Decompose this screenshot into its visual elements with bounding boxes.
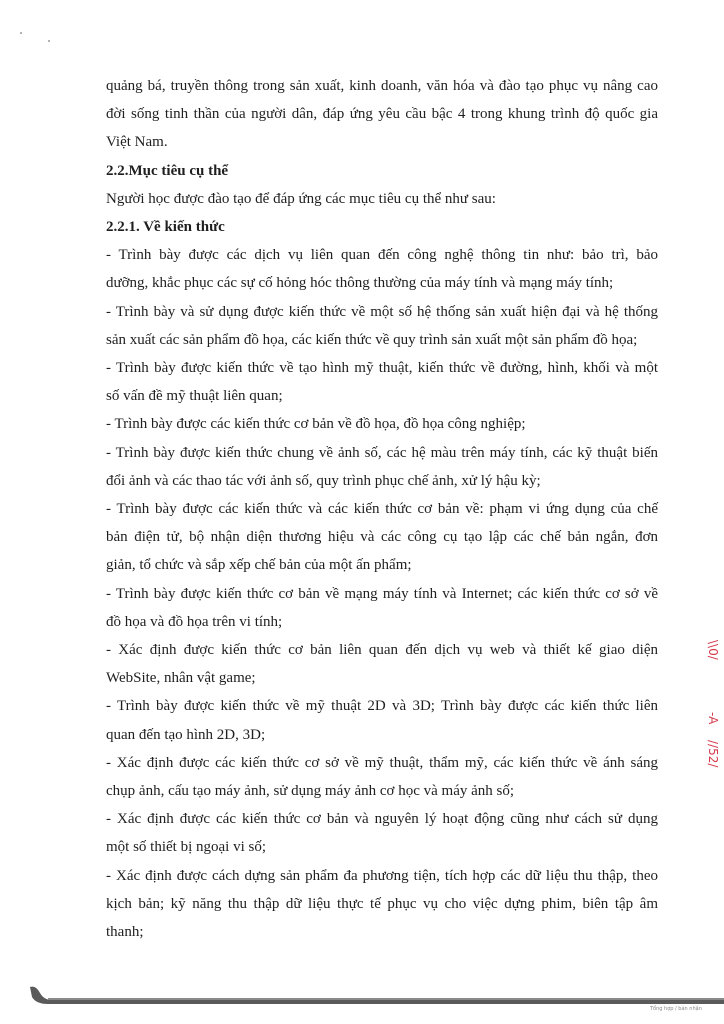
knowledge-bullet (106, 749, 658, 805)
bullet-line: - Trình bày được kiến thức chung về ảnh số, các hệ màu trên máy tính, các kỹ thuật biến (106, 444, 658, 461)
bullet-line: dưỡng, khắc phục các sự cố hỏng hóc thông thường của máy tính và mạng máy tính; (106, 275, 614, 292)
intro-line: đời sống tinh thần của người dân, đáp ứng yêu cầu bậc 4 trong khung trình độ quốc gia (106, 106, 658, 123)
document-body (106, 72, 658, 946)
bullet-line: - Xác định được cách dựng sản phẩm đa phương tiện, tích hợp các dữ liệu thu thập, theo (106, 867, 658, 884)
bullet-line: số vấn đề mỹ thuật liên quan; (106, 388, 283, 405)
bullet-line: đổi ảnh và các thao tác với ảnh số, quy trình phục chế ảnh, xử lý hậu kỳ; (106, 472, 541, 489)
bullet-line: kịch bản; kỹ năng thu thập dữ liệu thực tế phục vụ cho việc dựng phim, biên tập âm (106, 895, 658, 912)
bullet-line: - Xác định được các kiến thức cơ sở về mỹ thuật, thẩm mỹ, các kiến thức về ánh sáng (106, 754, 658, 771)
bullet-line: WebSite, nhân vật game; (106, 670, 256, 687)
margin-mark: //52/ (706, 740, 720, 768)
page-footer-bar (30, 985, 724, 1009)
bullet-line: giản, tổ chức và sắp xếp chế bản của một ấn phẩm; (106, 557, 412, 574)
knowledge-bullet (106, 410, 658, 438)
bullet-line: một số thiết bị ngoại vi số; (106, 839, 266, 856)
margin-mark: -A (706, 712, 720, 725)
section-heading: 2.2.Mục tiêu cụ thể (106, 162, 229, 179)
footer-bar-graphic (30, 985, 724, 1009)
knowledge-bullet-list (106, 241, 658, 946)
knowledge-bullet (106, 692, 658, 748)
section-intro: Người học được đào tạo để đáp ứng các mục tiêu cụ thể như sau: (106, 190, 496, 207)
bullet-line: chụp ảnh, cấu tạo máy ảnh, sử dụng máy ảnh cơ học và máy ảnh số; (106, 783, 515, 800)
bullet-line: đồ họa và đồ họa trên vi tính; (106, 613, 283, 630)
knowledge-bullet (106, 241, 658, 297)
footer-caption: Tổng hợp / bản nhận (650, 1006, 702, 1012)
intro-line: Việt Nam. (106, 134, 168, 151)
bullet-line: - Trình bày được kiến thức cơ bản về mạng máy tính và Internet; các kiến thức cơ sở về (106, 585, 658, 602)
scan-speck (20, 32, 22, 34)
knowledge-bullet (106, 580, 658, 636)
knowledge-bullet (106, 495, 658, 580)
bullet-line: - Trình bày được các dịch vụ liên quan đến công nghệ thông tin như: bảo trì, bảo (106, 247, 658, 264)
knowledge-bullet (106, 439, 658, 495)
knowledge-bullet (106, 636, 658, 692)
bullet-line: - Trình bày được các kiến thức và các kiến thức cơ bản về: phạm vi ứng dụng của chế (106, 501, 658, 518)
knowledge-bullet (106, 298, 658, 354)
bullet-line: thanh; (106, 924, 144, 941)
bullet-line: - Trình bày được kiến thức về tạo hình mỹ thuật, kiến thức về đường, hình, khối và một (106, 360, 658, 377)
bullet-line: - Trình bày và sử dụng được kiến thức về một số hệ thống sản xuất hiện đại và hệ thống (106, 303, 658, 320)
bullet-line: - Trình bày được kiến thức về mỹ thuật 2D và 3D; Trình bày được các kiến thức liên (106, 698, 658, 715)
intro-line: quảng bá, truyền thông trong sản xuất, kinh doanh, văn hóa và đào tạo phục vụ nâng cao (106, 78, 658, 94)
bullet-line: bản điện tử, bộ nhận diện thương hiệu và các công cụ tạo lập các chế bản ngắn, đơn (106, 529, 658, 546)
bullet-line: - Xác định được kiến thức cơ bản liên quan đến dịch vụ web và thiết kế giao diện (106, 642, 658, 659)
bullet-line: - Xác định được các kiến thức cơ bản và nguyên lý hoạt động cũng như cách sử dụng (106, 811, 658, 828)
knowledge-bullet (106, 862, 658, 947)
scan-speck (48, 40, 50, 42)
knowledge-bullet (106, 805, 658, 861)
bullet-line: sản xuất các sản phẩm đồ họa, các kiến thức về quy trình sản xuất một sản phẩm đồ họa; (106, 331, 638, 348)
margin-mark: \\0/ (706, 640, 720, 660)
bullet-line: quan đến tạo hình 2D, 3D; (106, 726, 266, 743)
margin-handwritten-marks (700, 640, 722, 800)
subsection-heading: 2.2.1. Về kiến thức (106, 219, 225, 236)
bullet-line: - Trình bày được các kiến thức cơ bản về đồ họa, đồ họa công nghiệp; (106, 416, 526, 433)
knowledge-bullet (106, 354, 658, 410)
